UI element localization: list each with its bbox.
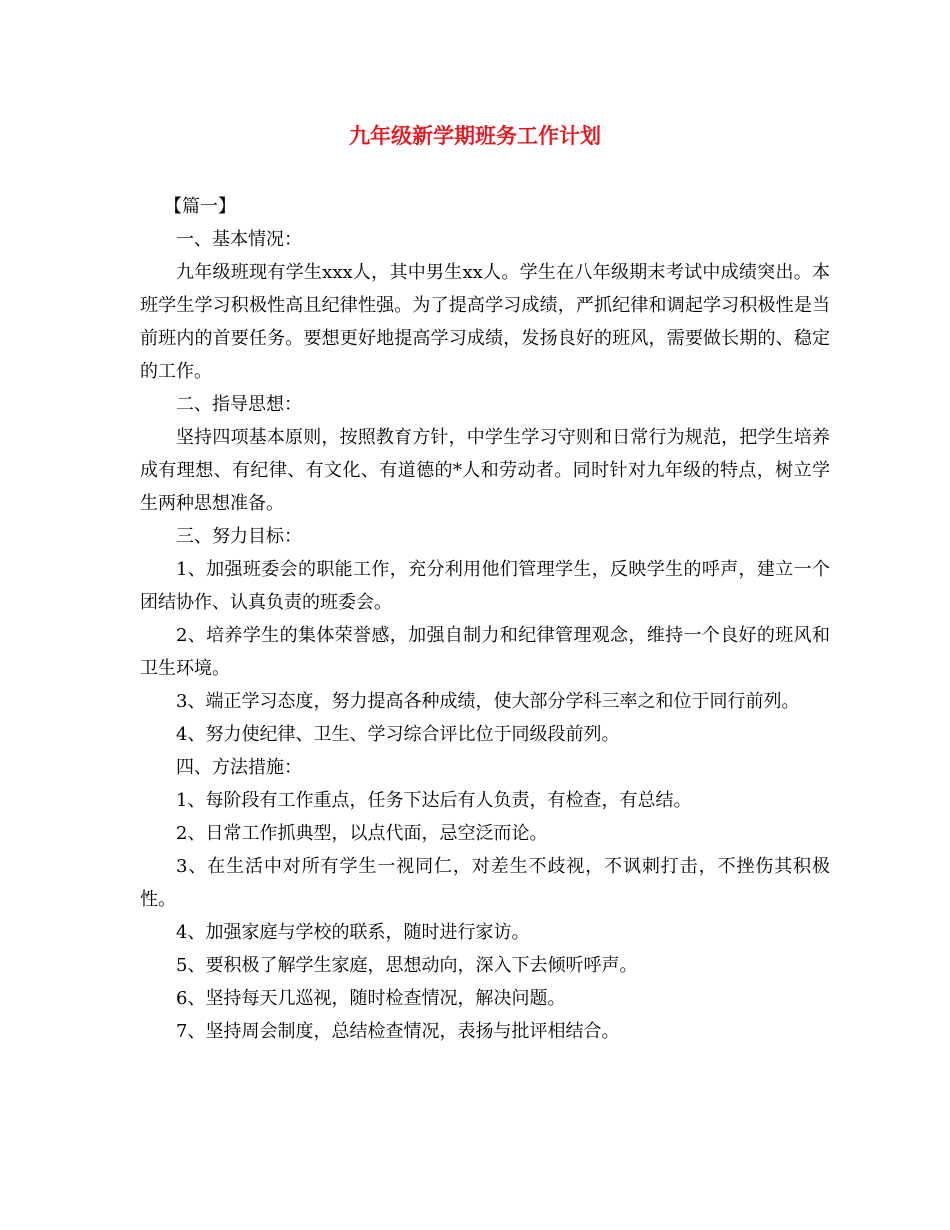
method-item: 6、坚持每天几巡视，随时检查情况，解决问题。: [176, 988, 566, 1009]
section-heading-guiding-ideology: 二、指导思想：: [176, 394, 302, 415]
goal-item: 2、培养学生的集体荣誉感，加强自制力和纪律管理观念，维持一个良好的班风和卫生环境。: [140, 625, 830, 679]
section-tag: 【篇一】: [164, 196, 236, 217]
method-item: 5、要积极了解学生家庭，思想动向，深入下去倾听呼声。: [176, 955, 638, 976]
document-body: [140, 190, 830, 1048]
section-heading-basic-situation: 一、基本情况：: [176, 229, 302, 250]
goal-item: 1、加强班委会的职能工作，充分利用他们管理学生，反映学生的呼声，建立一个团结协作、认真负责的班委会。: [140, 559, 830, 613]
method-item: 1、每阶段有工作重点，任务下达后有人负责，有检查，有总结。: [176, 790, 692, 811]
method-item: 3、在生活中对所有学生一视同仁，对差生不歧视，不讽刺打击，不挫伤其积极性。: [140, 856, 830, 910]
goal-item: 4、努力使纪律、卫生、学习综合评比位于同级段前列。: [176, 724, 620, 745]
section-heading-methods: 四、方法措施：: [176, 757, 302, 778]
method-item: 7、坚持周会制度，总结检查情况，表扬与批评相结合。: [176, 1021, 620, 1042]
goal-item: 3、端正学习态度，努力提高各种成绩，使大部分学科三率之和位于同行前列。: [176, 691, 800, 712]
method-item: 4、加强家庭与学校的联系，随时进行家访。: [176, 922, 530, 943]
section-heading-goals: 三、努力目标：: [176, 526, 302, 547]
method-item: 2、日常工作抓典型，以点代面，忌空泛而论。: [176, 823, 548, 844]
document-title: 九年级新学期班务工作计划: [349, 123, 601, 148]
paragraph-basic-situation: 九年级班现有学生xxx人，其中男生xx人。学生在八年级期末考试中成绩突出。本班学生学习积极性高且纪律性强。为了提高学习成绩，严抓纪律和调起学习积极性是当前班内的首要任务。要想更好地提高学习成绩，发扬良好的班风，需要做长期的、稳定的工作。: [140, 262, 830, 382]
paragraph-guiding-ideology: 坚持四项基本原则，按照教育方针，中学生学习守则和日常行为规范，把学生培养成有理想、有纪律、有文化、有道德的*人和劳动者。同时针对九年级的特点，树立学生两种思想准备。: [140, 427, 830, 514]
